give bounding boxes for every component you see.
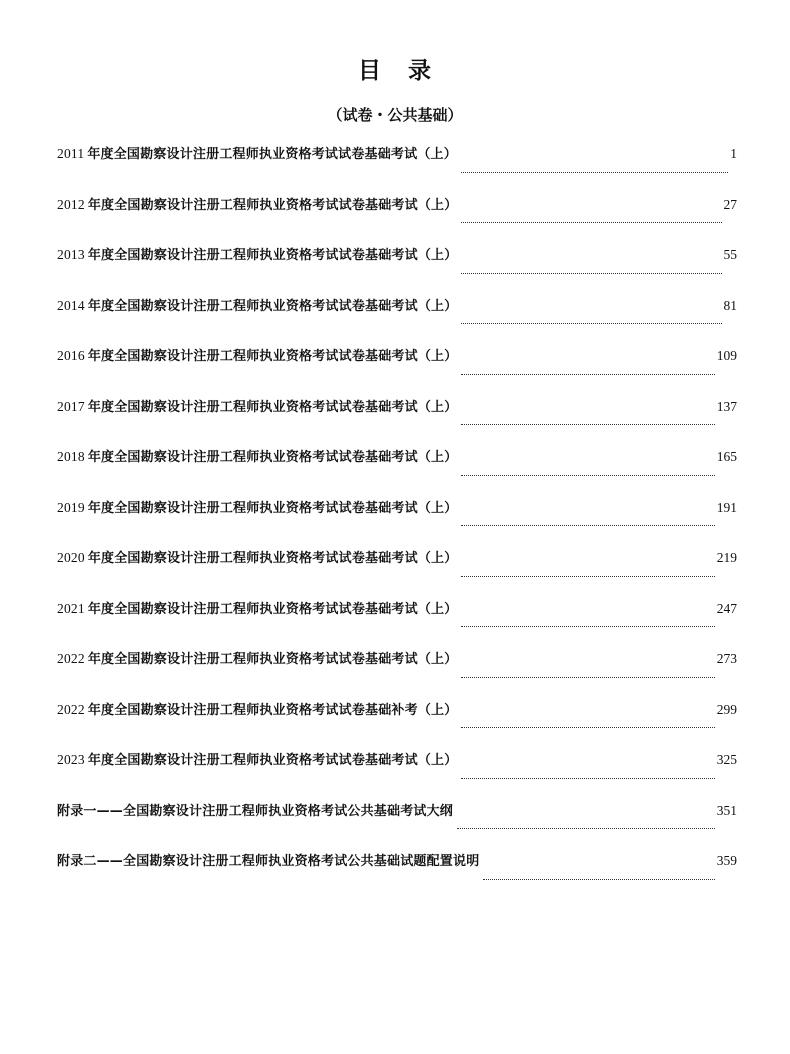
title-char-1: 目 <box>358 58 382 84</box>
toc-entry-title <box>57 699 457 718</box>
toc-entry-year: 2011 <box>57 146 85 161</box>
toc-entry-year: 2019 <box>57 499 85 515</box>
toc-page-number: 273 <box>716 651 737 666</box>
toc-entry-title <box>57 547 457 566</box>
toc-entry-title <box>57 598 457 617</box>
toc-page-number: 219 <box>716 550 737 565</box>
toc-entry-title <box>57 648 457 667</box>
toc-entry-year: 2016 <box>57 348 85 363</box>
toc-entry-text: 年度全国勘察设计注册工程师执业资格考试试卷基础考试（上） <box>87 652 458 667</box>
toc-page-number: 165 <box>716 449 737 464</box>
toc-entry[interactable] <box>57 699 737 750</box>
toc-entry-text: 附录二——全国勘察设计注册工程师执业资格考试公共基础试题配置说明 <box>57 854 480 869</box>
toc-page-number: 247 <box>716 600 737 616</box>
toc-entry-title <box>57 850 479 869</box>
toc-entry-year: 2013 <box>57 247 85 262</box>
toc-entry[interactable] <box>57 648 737 699</box>
toc-entry[interactable] <box>57 446 737 497</box>
toc-entry-title <box>57 800 453 819</box>
page-subtitle: （试卷・公共基础） <box>327 106 463 124</box>
dot-leader <box>461 566 714 577</box>
toc-entry-title <box>57 295 457 314</box>
toc-page-number: 137 <box>716 398 737 414</box>
toc-entry-title <box>57 396 457 415</box>
title-char-2: 录 <box>408 58 432 84</box>
dot-leader <box>483 869 714 880</box>
dot-leader <box>461 364 714 375</box>
toc-entry-text: 年度全国勘察设计注册工程师执业资格考试试卷基础考试（上） <box>87 197 458 213</box>
dot-leader <box>461 313 721 324</box>
toc-entry-title <box>57 143 457 162</box>
toc-page-number: 81 <box>723 297 737 313</box>
dot-leader <box>461 162 728 173</box>
toc-entry[interactable] <box>57 396 737 447</box>
toc-page-number: 359 <box>716 853 737 868</box>
toc-page-number: 191 <box>716 499 737 515</box>
toc-entry-title <box>57 497 457 516</box>
toc-entry-text: 年度全国勘察设计注册工程师执业资格考试试卷基础考试（上） <box>87 753 458 768</box>
toc-entry-text: 年度全国勘察设计注册工程师执业资格考试试卷基础考试（上） <box>87 500 458 516</box>
dot-leader <box>461 667 714 678</box>
page-title <box>0 52 790 85</box>
dot-leader <box>457 818 715 829</box>
toc-entry-year: 2012 <box>57 196 85 212</box>
toc-entry-year: 2023 <box>57 752 85 767</box>
toc-entry-text: 年度全国勘察设计注册工程师执业资格考试试卷基础考试（上） <box>87 399 458 415</box>
toc-entry[interactable] <box>57 497 737 548</box>
toc-entry-year: 2022 <box>57 651 85 666</box>
toc-entry-title <box>57 345 457 364</box>
toc-page-number: 55 <box>723 247 737 262</box>
toc-entry-title <box>57 244 457 263</box>
dot-leader <box>461 616 714 627</box>
toc-entry[interactable] <box>57 244 737 295</box>
toc-entry-appendix[interactable] <box>57 850 737 901</box>
toc-entry-year: 2017 <box>57 398 85 414</box>
toc-entry-text: 年度全国勘察设计注册工程师执业资格考试试卷基础考试（上） <box>87 147 457 162</box>
toc-entry[interactable] <box>57 345 737 396</box>
toc-entry-title <box>57 194 457 213</box>
toc-entry-text: 年度全国勘察设计注册工程师执业资格考试试卷基础考试（上） <box>87 349 458 364</box>
toc-entry-text: 年度全国勘察设计注册工程师执业资格考试试卷基础考试（上） <box>87 248 458 263</box>
toc-entry-text: 年度全国勘察设计注册工程师执业资格考试试卷基础考试（上） <box>87 551 458 566</box>
toc-entry-text: 年度全国勘察设计注册工程师执业资格考试试卷基础补考（上） <box>87 702 458 718</box>
toc-page-number: 325 <box>716 752 737 767</box>
toc-page-number: 351 <box>716 802 737 818</box>
toc-entry-text: 年度全国勘察设计注册工程师执业资格考试试卷基础考试（上） <box>87 298 458 314</box>
toc-entry-appendix[interactable] <box>57 800 737 851</box>
toc-entry[interactable] <box>57 295 737 346</box>
dot-leader <box>461 212 721 223</box>
toc-entry-year: 2014 <box>57 297 85 313</box>
toc-entry-title <box>57 749 457 768</box>
toc-page-number: 109 <box>716 348 737 363</box>
toc-page-number: 299 <box>716 701 737 717</box>
toc-entry[interactable] <box>57 143 737 194</box>
dot-leader <box>461 263 721 274</box>
toc-entry-year: 2018 <box>57 449 85 464</box>
dot-leader <box>461 768 714 779</box>
dot-leader <box>461 414 714 425</box>
toc-entry[interactable] <box>57 194 737 245</box>
toc-entry-year: 2022 <box>57 701 85 717</box>
toc-entry-title <box>57 446 457 465</box>
toc-entry[interactable] <box>57 749 737 800</box>
toc-entry-year: 2020 <box>57 550 85 565</box>
toc-page-number: 27 <box>723 196 737 212</box>
dot-leader <box>461 717 714 728</box>
toc-entry-year: 2021 <box>57 600 85 616</box>
toc-entry-text: 年度全国勘察设计注册工程师执业资格考试试卷基础考试（上） <box>87 450 458 465</box>
toc-entry-text: 附录一——全国勘察设计注册工程师执业资格考试公共基础考试大纲 <box>57 803 454 819</box>
toc-entry-text: 年度全国勘察设计注册工程师执业资格考试试卷基础考试（上） <box>87 601 458 617</box>
toc-entry[interactable] <box>57 598 737 649</box>
dot-leader <box>461 515 714 526</box>
table-of-contents <box>57 143 737 901</box>
dot-leader <box>461 465 714 476</box>
toc-entry[interactable] <box>57 547 737 598</box>
toc-page-number: 1 <box>730 146 737 161</box>
